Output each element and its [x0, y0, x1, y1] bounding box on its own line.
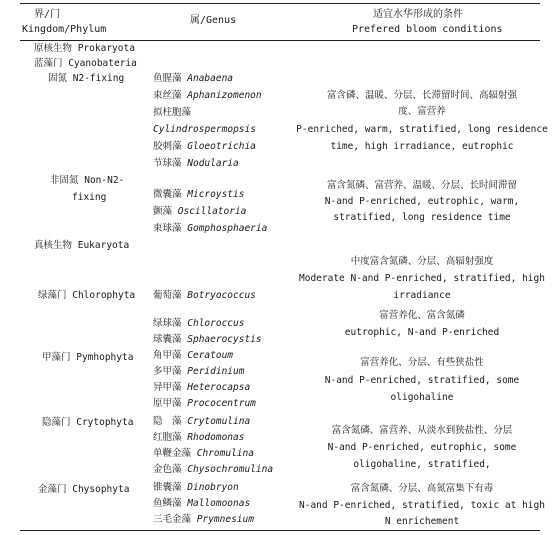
genus-row: [153, 448, 254, 460]
group-n2-fixing: 固氮 N2-fixing: [48, 73, 125, 84]
group-eukaryota: 真核生物 Eukaryota: [34, 240, 130, 251]
genus-cn: 三毛金藻: [153, 514, 192, 525]
genus-latin: Gloeotrichia: [187, 141, 256, 152]
condition-cn: 富含磷、温暖、分层、长滞留时间、高辐射强: [326, 90, 517, 101]
group-chrysophyta: 金藻门 Chysophyta: [38, 484, 130, 495]
condition-cn: 富含氮磷、富营养、从淡水到狭盐性、分层: [331, 425, 513, 436]
genus-latin: Oscillatoria: [177, 206, 247, 217]
condition-en: oligohaline: [390, 392, 454, 403]
condition-cn: 富含氮磷、分层、高氮富集下有毒: [350, 483, 494, 494]
genus-latin: Cylindrospermopsis: [153, 124, 256, 135]
genus-cn: 锥囊藻: [153, 482, 182, 493]
genus-row: [153, 189, 244, 201]
genus-row: [153, 90, 262, 102]
genus-latin: Aphanizomenon: [187, 90, 262, 101]
genus-cn: 球囊藻: [153, 334, 182, 345]
header-genus: 属/Genus: [190, 15, 237, 26]
genus-cn: 微囊藻: [153, 189, 182, 200]
genus-latin: Chromulina: [196, 448, 254, 459]
group-non-n2-fixing-line1: 非固氮 Non-N2-: [50, 175, 125, 186]
genus-row: [153, 206, 246, 218]
genus-cn: 绿球藻: [153, 318, 182, 329]
condition-cn: 度、富营养: [398, 106, 446, 117]
genus-latin: Prococentrum: [187, 398, 256, 409]
genus-latin: Anabaena: [187, 73, 234, 84]
genus-cn: 金色藻: [153, 464, 182, 475]
genus-cn: 隐 藻: [153, 416, 182, 427]
condition-cn: 富营养化、分层、有些狭盐性: [360, 357, 484, 368]
genus-cn: 原甲藻: [153, 398, 182, 409]
condition-en: P-enriched, warm, stratified, long residence: [296, 124, 548, 135]
group-non-n2-fixing-line2: fixing: [72, 192, 107, 203]
condition-en: stratified, long residence time: [333, 212, 511, 223]
genus-row: [153, 107, 191, 119]
header-kingdom-en: Kingdom/Phylum: [22, 24, 107, 35]
genus-row: [153, 382, 250, 394]
condition-en: Moderate N-and P-enriched, stratified, high: [299, 273, 545, 284]
header-conditions-cn: 适宜水华形成的条件: [373, 9, 463, 20]
group-cyanobacteria: 蓝藻门 Cyanobateria: [34, 58, 137, 69]
genus-cn: 多甲藻: [153, 366, 182, 377]
genus-latin: Nodularia: [187, 158, 239, 169]
genus-cn: 鱼腥藻: [153, 73, 182, 84]
genus-latin: Peridinium: [187, 366, 245, 377]
genus-row: [153, 416, 250, 428]
genus-row: [153, 223, 267, 235]
genus-row: [153, 350, 233, 362]
condition-en: irradiance: [393, 290, 451, 301]
genus-row: [153, 158, 239, 170]
condition-en: N-and P-enriched, eutrophic, warm,: [324, 196, 520, 207]
condition-en: N enrichement: [384, 516, 460, 527]
genus-latin: Chysochromulina: [187, 464, 274, 475]
genus-cn: 胶刺藻: [153, 141, 182, 152]
genus-row: [153, 141, 256, 153]
genus-latin: Gomphosphaeria: [187, 223, 268, 234]
genus-latin: Prymnesium: [196, 514, 254, 525]
genus-latin: Dinobryon: [187, 482, 239, 493]
condition-cn: 富营养化、富含氮磷: [379, 310, 465, 321]
condition-en: N-and P-enriched, eutrophic, some: [327, 442, 517, 453]
genus-row: [153, 482, 239, 494]
genus-row: [153, 366, 244, 378]
genus-row: [153, 498, 250, 510]
genus-row: [153, 514, 254, 526]
genus-row: [153, 290, 256, 302]
genus-latin: Botryococcus: [187, 290, 256, 301]
genus-latin: Sphaerocystis: [187, 334, 262, 345]
genus-row: [153, 124, 256, 136]
header-conditions-en: Prefered bloom conditions: [352, 24, 503, 35]
genus-cn: 单鞭金藻: [153, 448, 192, 459]
header-rule: [20, 40, 540, 41]
genus-row: [153, 334, 262, 346]
condition-cn: 中度富含氮磷、分层、高辐射强度: [350, 256, 494, 267]
group-pyrrophyta: 甲藻门 Pymhophyta: [42, 352, 134, 363]
genus-row: [153, 318, 244, 330]
header-kingdom-cn: 界/门: [34, 9, 61, 20]
genus-cn: 节球藻: [153, 158, 182, 169]
genus-cn: 葡萄藻: [153, 290, 182, 301]
genus-latin: Heterocapsa: [187, 382, 251, 393]
genus-cn: 束丝藻: [153, 90, 182, 101]
genus-latin: Microystis: [187, 189, 245, 200]
condition-en: oligohaline, stratified,: [353, 459, 491, 470]
genus-cn: 拟柱胞藻: [153, 107, 192, 118]
genus-cn: 束球藻: [153, 223, 182, 234]
genus-cn: 颤藻: [153, 206, 173, 217]
genus-latin: Rhodomonas: [187, 432, 245, 443]
condition-en: time, high irradiance, eutrophic: [330, 141, 514, 152]
condition-en: N-and P-enriched, stratified, toxic at high: [299, 500, 545, 511]
group-chlorophyta: 绿藻门 Chlorophyta: [38, 290, 136, 301]
genus-row: [153, 464, 273, 476]
genus-row: [153, 73, 233, 85]
top-rule: [20, 3, 540, 4]
bottom-rule: [20, 530, 540, 531]
genus-cn: 角甲藻: [153, 350, 182, 361]
condition-en: eutrophic, N-and P-enriched: [344, 327, 500, 338]
genus-cn: 红胞藻: [153, 432, 182, 443]
group-cryptophyta: 隐藻门 Crytophyta: [42, 417, 134, 428]
genus-latin: Crytomulina: [187, 416, 251, 427]
genus-latin: Mallomoonas: [187, 498, 251, 509]
condition-cn: 富含氮磷、富营养、温暖、分层、长时间滞留: [326, 180, 517, 191]
condition-en: N-and P-enriched, stratified, some: [324, 375, 520, 386]
genus-row: [153, 398, 256, 410]
genus-cn: 异甲藻: [153, 382, 182, 393]
group-prokaryota: 原核生物 Prokaryota: [34, 43, 135, 54]
genus-cn: 鱼鳞藻: [153, 498, 182, 509]
genus-latin: Ceratoum: [187, 350, 234, 361]
genus-latin: Chloroccus: [187, 318, 245, 329]
genus-row: [153, 432, 244, 444]
